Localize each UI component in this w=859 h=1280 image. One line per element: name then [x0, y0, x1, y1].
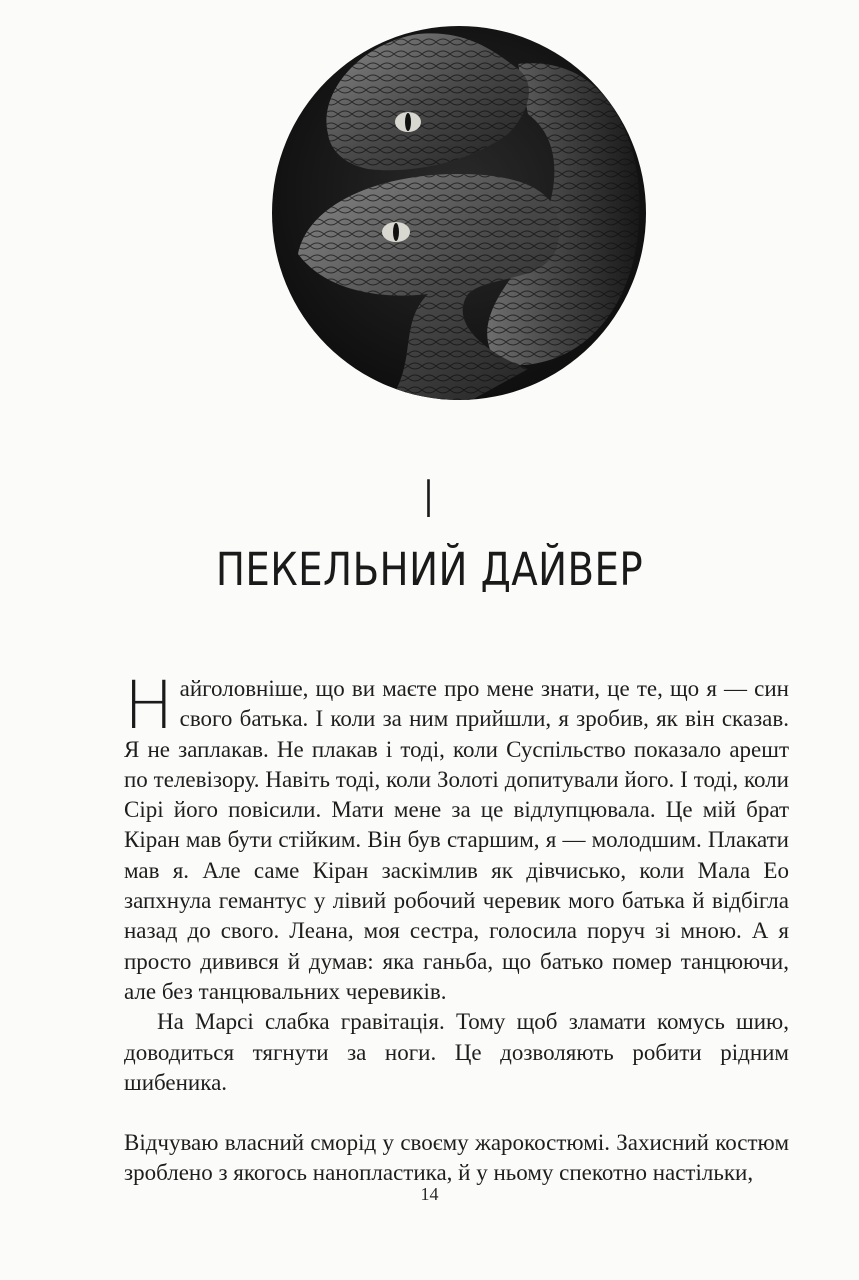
snakes-illustration — [268, 24, 650, 402]
body-text — [124, 667, 789, 1189]
chapter-title: ПЕКЕЛЬНИЙ ДАЙВЕР — [215, 543, 644, 596]
snake-icon — [268, 24, 650, 402]
page-number: 14 — [420, 1184, 439, 1204]
paragraph-1-text: айголовніше, що ви маєте про мене знати, це те, що я — син свого батька. І коли за ним прийшли, я зробив, як він сказав. Я не заплакав. Не плакав і тоді, коли Суспільство показало арешт по телевізору. Навіть тоді, коли Золоті допитували його. І тоді, коли Сірі його повісили. Мати мене за це відлупцювала. Це мій брат Кіран мав бути стійким. Він був старшим, я — молодшим. Плакати мав я. Але саме Кіран заскімлив як дівчисько, коли Мала Ео запхнула гемантус у лівий робочий черевик мого батька й відбігла назад до свого. Леана, моя сестра, голосила поруч зі мною. А я просто дивився й думав: яка ганьба, що батько помер танцюючи, але без танцювальних черевиків. — [124, 676, 789, 1004]
chapter-number: I — [420, 470, 439, 530]
paragraph-3: Відчуваю власний сморід у своєму жарокостюмі. Захисний костюм зроблено з якогось нанопластика, й у ньому спекотно настільки, — [124, 1130, 789, 1186]
drop-cap: Н — [124, 667, 174, 744]
paragraph-1 — [124, 667, 789, 1007]
paragraph-2: На Марсі слабка гравітація. Тому щоб зламати комусь шию, доводиться тягнути за ноги. Це дозволяють робити рідним шибеника. — [124, 1009, 789, 1095]
